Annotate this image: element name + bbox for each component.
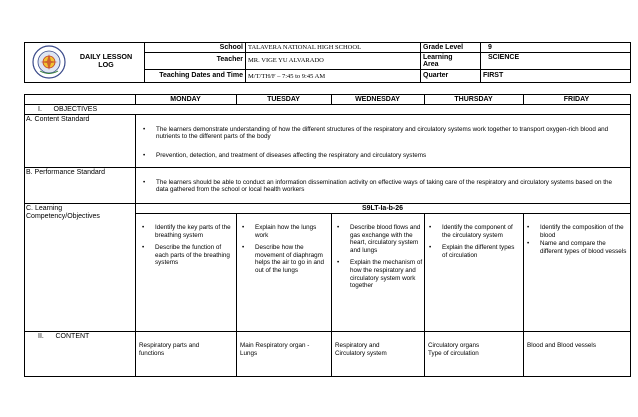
teacher-label: Teacher — [216, 56, 243, 63]
competency-cell-wednesday — [337, 224, 423, 295]
content-label: II. CONTENT — [38, 333, 90, 340]
day-header-wednesday: WEDNESDAY — [355, 95, 400, 103]
competency-item: • Identify the composition of the blood — [527, 224, 627, 239]
area-value: SCIENCE — [488, 54, 520, 61]
teacher-value: MR. VIGE YU ALVARADO — [248, 56, 324, 64]
school-label: School — [219, 43, 243, 51]
grade-value: 9 — [488, 43, 492, 51]
competency-item: • Explain the different types of circulation — [429, 244, 521, 259]
content-line: Type of circulation — [428, 349, 479, 357]
quarter-value: FIRST — [483, 72, 504, 79]
deped-seal-logo — [32, 45, 66, 79]
content-cell-friday — [527, 342, 627, 350]
competency-item: • Identify the key parts of the breathing system — [142, 224, 234, 239]
competency-label-2: Competency/Objectives — [26, 212, 100, 220]
content-line: Circulatory organs — [428, 342, 480, 349]
competency-item: • Describe how the movement of diaphragm helps the air to go in and out of the lungs — [242, 244, 330, 274]
day-header-thursday: THURSDAY — [454, 95, 493, 103]
dll-title-line1: DAILY LESSON — [79, 52, 133, 61]
performance-standard-label: B. Performance Standard — [26, 168, 105, 176]
content-cell-wednesday — [335, 342, 423, 357]
competency-item: • Identify the component of the circulatory system — [429, 224, 521, 239]
day-header-monday: MONDAY — [170, 95, 201, 103]
content-line: Respiratory and — [335, 342, 380, 349]
day-header-tuesday: TUESDAY — [267, 95, 300, 103]
area-label-2: Area — [423, 61, 439, 68]
grade-label: Grade Level — [423, 43, 464, 51]
area-label: Learning — [423, 53, 453, 61]
competency-item: • Describe the function of each parts of the breathing systems — [142, 244, 234, 267]
competency-cell-tuesday — [242, 224, 330, 280]
school-value: TALAVERA NATIONAL HIGH SCHOOL — [248, 44, 362, 51]
objectives-label: I. OBJECTIVES — [38, 105, 98, 113]
competency-cell-friday — [527, 224, 627, 260]
dates-value: M/T/TH/F – 7:45 to 9:45 AM — [248, 72, 326, 80]
competency-label: C. Learning — [26, 204, 63, 212]
content-standard-item: • The learners demonstrate understanding of how the different structures of the respiratory and circulatory systems work together to transport oxygen-rich blood and nutrients to the different parts of the body — [143, 126, 609, 141]
content-line: Main Respiratory organ - — [240, 342, 310, 349]
day-header-friday: FRIDAY — [563, 95, 590, 103]
quarter-label: Quarter — [423, 72, 449, 79]
content-line: Circulatory system — [335, 349, 387, 357]
content-cell-thursday — [428, 342, 522, 357]
competency-code: S9LT-Ia-b-26 — [361, 204, 404, 212]
content-line: Blood and Blood vessels — [527, 342, 596, 349]
content-cell-tuesday — [240, 342, 330, 357]
content-line: functions — [139, 349, 165, 357]
content-cell-monday — [139, 342, 234, 357]
competency-cell-thursday — [429, 224, 521, 264]
content-standard-item: • Prevention, detection, and treatment of diseases affecting the respiratory and circulatory systems — [143, 152, 427, 159]
dates-label: Teaching Dates and Time — [159, 72, 243, 79]
competency-cell-monday — [142, 224, 234, 272]
content-line: Lungs — [240, 349, 258, 357]
performance-standard-item: • The learners should be able to conduct an information dissemination activity on effective ways of taking care of the respiratory and circulatory systems based on the data gathered from the school or local health workers — [143, 178, 612, 193]
competency-item: • Explain how the lungs work — [242, 224, 330, 239]
content-line: Respiratory parts and — [139, 342, 200, 349]
content-standard-label: A. Content Standard — [26, 115, 90, 123]
competency-item: • Name and compare the different types of blood vessels — [527, 240, 627, 255]
competency-item: • Describe blood flows and gas exchange with the heart, circulatory system and lungs — [337, 224, 423, 254]
dll-title-line2: LOG — [98, 60, 114, 69]
competency-item: • Explain the mechanism of how the respiratory and circulatory system work together — [337, 259, 423, 289]
